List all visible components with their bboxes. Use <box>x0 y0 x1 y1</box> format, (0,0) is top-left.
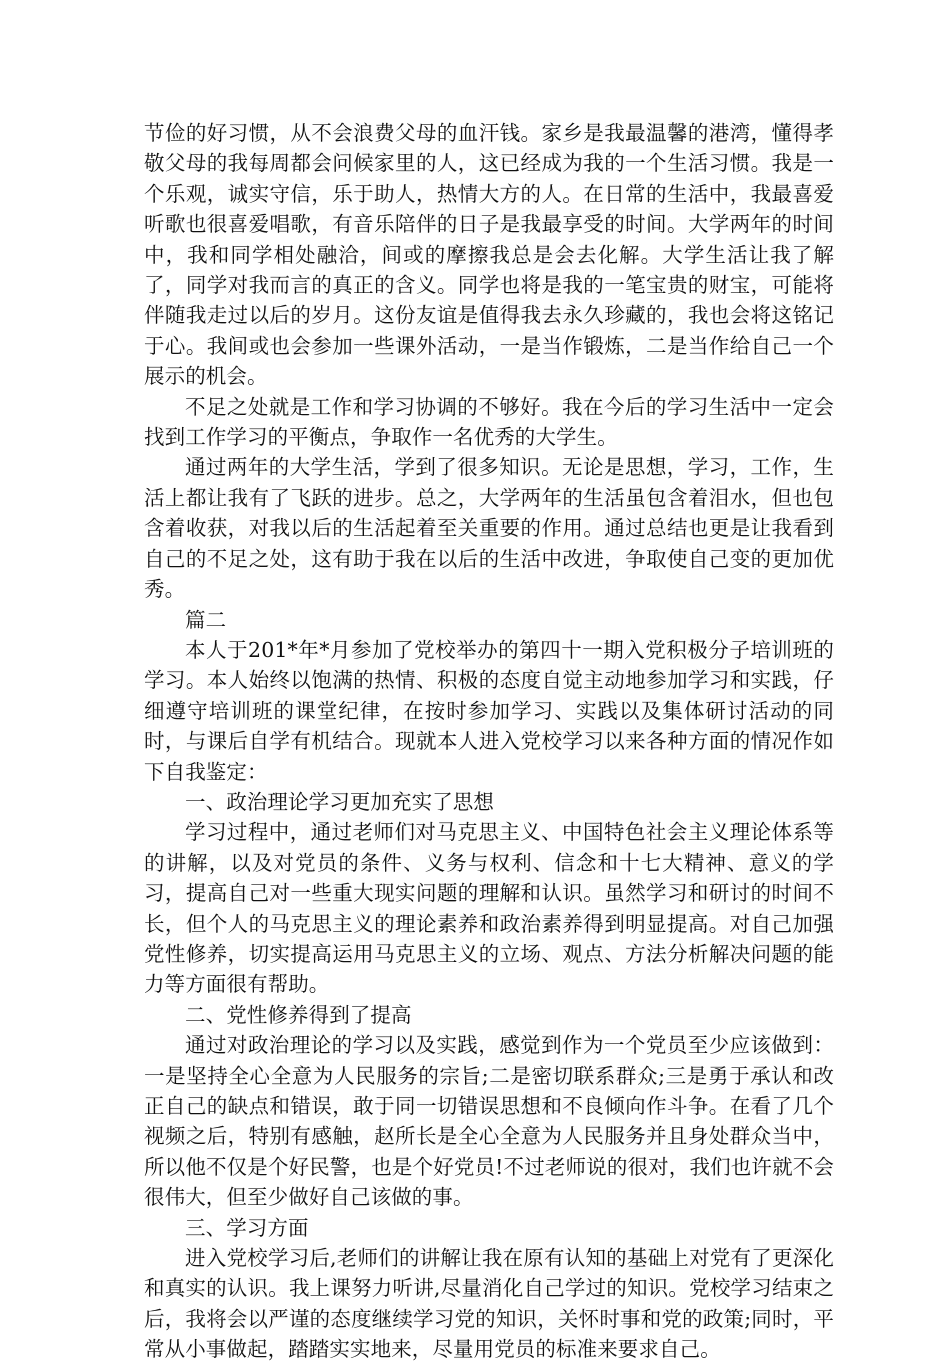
paragraph-personal-life: 节俭的好习惯，从不会浪费父母的血汗钱。家乡是我最温馨的港湾，懂得孝敬父母的我每周都会问候家里的人，这已经成为我的一个生活习惯。我是一个乐观，诚实守信，乐于助人，热情大方的人。在日常的生活中，我最喜爱听歌也很喜爱唱歌，有音乐陪伴的日子是我最享受的时间。大学两年的时间中，我和同学相处融洽，间或的摩擦我总是会去化解。大学生活让我了解了，同学对我而言的真正的含义。同学也将是我的一笔宝贵的财宝，可能将伴随我走过以后的岁月。这份友谊是值得我去永久珍藏的，我也会将这铭记于心。我间或也会参加一些课外活动，一是当作锻炼，二是当作给自己一个展示的机会。 <box>144 121 834 389</box>
document-body <box>144 118 834 1365</box>
paragraph-shortcomings: 不足之处就是工作和学习协调的不够好。我在今后的学习生活中一定会找到工作学习的平衡点，争取作一名优秀的大学生。 <box>144 394 834 450</box>
heading-study: 三、学习方面 <box>185 1215 309 1240</box>
paragraph-political-theory: 学习过程中，通过老师们对马克思主义、中国特色社会主义理论体系等的讲解，以及对党员的条件、义务与权利、信念和十七大精神、意义的学习，提高自己对一些重大现实问题的理解和认识。虽然学习和研讨的时间不长，但个人的马克思主义的理论素养和政治素养得到明显提高。对自己加强党性修养，切实提高运用马克思主义的立场、观点、方法分析解决问题的能力等方面很有帮助。 <box>144 820 834 997</box>
paragraph-summary: 通过两年的大学生活，学到了很多知识。无论是思想，学习，工作，生活上都让我有了飞跃的进步。总之，大学两年的生活虽包含着泪水，但也包含着收获，对我以后的生活起着至关重要的作用。通过总结也更是让我看到自己的不足之处，这有助于我在以后的生活中改进，争取使自己变的更加优秀。 <box>144 455 834 602</box>
paragraph-study: 进入党校学习后,老师们的讲解让我在原有认知的基础上对党有了更深化和真实的认识。我上课努力听讲,尽量消化自己学过的知识。党校学习结束之后，我将会以严谨的态度继续学习党的知识，关怀时事和党的政策;同时，平常从小事做起，踏踏实实地来，尽量用党员的标准来要求自己。 <box>144 1246 834 1362</box>
heading-party-spirit: 二、党性修养得到了提高 <box>185 1002 412 1027</box>
paragraph-party-spirit: 通过对政治理论的学习以及实践，感觉到作为一个党员至少应该做到：一是坚持全心全意为人民服务的宗旨;二是密切联系群众;三是勇于承认和改正自己的缺点和错误，敢于同一切错误思想和不良倾向作斗争。在看了几个视频之后，特别有感触，赵所长是全心全意为人民服务并且身处群众当中，所以他不仅是个好民警，也是个好党员!不过老师说的很对，我们也许就不会很伟大，但至少做好自己该做的事。 <box>144 1033 834 1210</box>
heading-political-theory: 一、政治理论学习更加充实了思想 <box>185 789 494 814</box>
section-title-part-two: 篇二 <box>185 607 227 632</box>
paragraph-party-school-intro: 本人于201*年*月参加了党校举办的第四十一期入党积极分子培训班的学习。本人始终以饱满的热情、积极的态度自觉主动地参加学习和实践，仔细遵守培训班的课堂纪律，在按时参加学习、实践以及集体研讨活动的同时，与课后自学有机结合。现就本人进入党校学习以来各种方面的情况作如下自我鉴定： <box>144 637 834 784</box>
